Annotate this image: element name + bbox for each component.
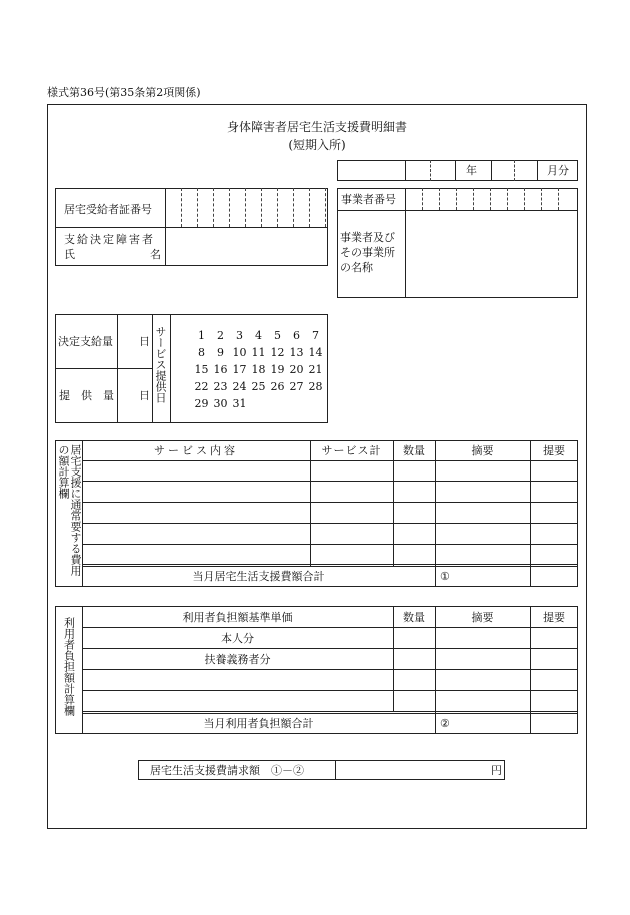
calendar-week: [192, 344, 325, 361]
date-row: [337, 160, 578, 181]
month-label: 月分: [547, 164, 569, 177]
decided-day-unit: 日: [139, 335, 150, 348]
calendar-day[interactable]: 28: [308, 380, 323, 393]
provider-name-label-2: その事業所: [340, 246, 395, 259]
provider-number-label: 事業者番号: [341, 193, 396, 206]
form-title: 身体障害者居宅生活支援費明細書: [226, 120, 407, 134]
calendar-day[interactable]: 15: [194, 363, 209, 376]
claim-label: 居宅生活支援費請求額 ①－②: [150, 764, 304, 777]
calendar-day[interactable]: 8: [198, 346, 205, 359]
calendar-day[interactable]: 11: [251, 346, 266, 359]
calendar-day[interactable]: 26: [270, 380, 285, 393]
table2-total-mark: ②: [440, 717, 450, 730]
recipient-name-label-2a: 氏: [64, 248, 75, 261]
calendar-day[interactable]: 16: [213, 363, 228, 376]
calendar-day[interactable]: 13: [289, 346, 304, 359]
calendar-day[interactable]: 18: [251, 363, 266, 376]
calendar-day[interactable]: 4: [255, 329, 262, 342]
table2-header-summary: 摘要: [471, 611, 494, 624]
month-field[interactable]: [492, 161, 537, 180]
calendar-day[interactable]: 23: [213, 380, 228, 393]
year-label: 年: [466, 164, 477, 177]
calendar-day[interactable]: 30: [213, 397, 228, 410]
table2-header-notes: 提要: [543, 611, 565, 624]
table1-header-service-total: サービス計: [321, 444, 382, 457]
table1-row-divider: [82, 544, 578, 545]
table1-header-service: サービス内容: [154, 444, 238, 457]
calendar-day[interactable]: 17: [232, 363, 247, 376]
calendar-day[interactable]: 29: [194, 397, 209, 410]
calendar-day[interactable]: 24: [232, 380, 247, 393]
calendar-day[interactable]: 20: [289, 363, 304, 376]
table1-header-quantity: 数量: [403, 444, 425, 457]
table2-row-divider: [82, 669, 578, 670]
table2-total-label: 当月利用者負担額合計: [203, 717, 314, 730]
calendar-day[interactable]: 19: [270, 363, 285, 376]
calendar-day[interactable]: 5: [274, 329, 281, 342]
table1-header-summary: 摘要: [471, 444, 494, 457]
provider-name-field[interactable]: [406, 211, 577, 297]
table2-row-self: 本人分: [221, 632, 254, 645]
calendar-week: [192, 327, 325, 344]
table1-total-mark: ①: [440, 570, 450, 583]
calendar-day[interactable]: 7: [312, 329, 319, 342]
provider-number-field[interactable]: [406, 189, 577, 209]
recipient-name-field[interactable]: [166, 228, 327, 265]
table1-side-label-b: 居宅支援に通常要する費用: [69, 444, 82, 576]
recipient-name-label-1: 支給決定障害者: [64, 233, 155, 246]
calendar-day[interactable]: 12: [270, 346, 285, 359]
table2-row-dependents: 扶養義務者分: [204, 653, 271, 666]
table1-row-divider: [82, 502, 578, 503]
calendar-day[interactable]: 6: [293, 329, 300, 342]
table1-total-label: 当月居宅生活支援費額合計: [192, 570, 325, 583]
year-field-2[interactable]: [431, 161, 455, 180]
decided-amount-label: 決定支給量: [58, 335, 113, 348]
calendar-day[interactable]: 31: [232, 397, 247, 410]
table2-header-unit-price: 利用者負担額基準単価: [182, 611, 293, 624]
calendar-week: [192, 395, 325, 412]
form-subtitle: (短期入所): [288, 138, 346, 152]
provider-name-label-3: の名称: [340, 261, 373, 274]
table2-row-divider: [82, 648, 578, 649]
calendar-day[interactable]: 3: [236, 329, 243, 342]
year-field-1[interactable]: [406, 161, 430, 180]
table1-row-divider: [82, 460, 578, 461]
form-number: 様式第36号(第35条第2項関係): [47, 86, 201, 99]
provider-name-label-1: 事業者及び: [340, 231, 395, 244]
calendar-week: [192, 361, 325, 378]
table2-header-quantity: 数量: [403, 611, 425, 624]
table2-side-label: 利用者負担額計算欄: [62, 617, 76, 716]
calendar-day[interactable]: 10: [232, 346, 247, 359]
decided-amount-field[interactable]: [118, 315, 151, 367]
user-burden-table: [55, 606, 578, 734]
calendar-day[interactable]: 14: [308, 346, 323, 359]
provided-amount-field[interactable]: [118, 369, 151, 422]
cert-number-label: 居宅受給者証番号: [64, 203, 152, 216]
calendar-day[interactable]: 2: [217, 329, 224, 342]
calendar-day[interactable]: 22: [194, 380, 209, 393]
table1-header-notes: 提要: [543, 444, 565, 457]
calendar-day[interactable]: 1: [198, 329, 205, 342]
provided-amount-label: 提 供 量: [59, 389, 114, 402]
service-days-label: サービス提供日: [154, 326, 167, 403]
table2-row-divider: [82, 690, 578, 691]
calendar-day[interactable]: 21: [308, 363, 323, 376]
table1-side-label-a: の額計算欄: [57, 444, 70, 499]
claim-unit: 円: [491, 764, 502, 777]
calendar-day[interactable]: 27: [289, 380, 304, 393]
calendar-day[interactable]: 25: [251, 380, 266, 393]
calendar-week: [192, 378, 325, 395]
table1-row-divider: [82, 481, 578, 482]
provided-day-unit: 日: [139, 389, 150, 402]
cert-number-field[interactable]: [166, 189, 327, 226]
service-days-calendar: [192, 327, 325, 412]
calendar-day[interactable]: 9: [217, 346, 224, 359]
table2-row-divider: [82, 627, 578, 628]
claim-amount-field[interactable]: [336, 761, 486, 779]
table1-row-divider: [82, 523, 578, 524]
recipient-name-label-2b: 名: [150, 248, 161, 261]
